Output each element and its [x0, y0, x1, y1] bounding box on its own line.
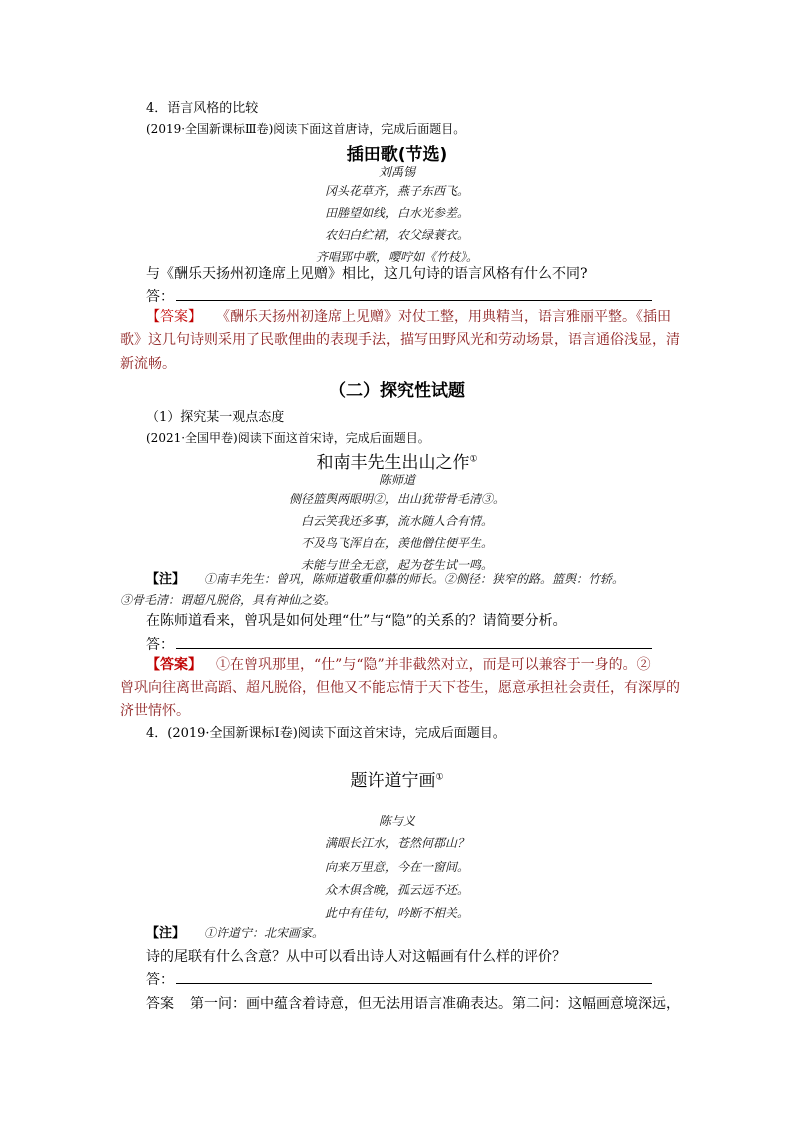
- q4a-key-line: 新流畅。: [120, 356, 176, 372]
- q4b-poem-line: 向来万里意，今在一窗间。: [324, 860, 469, 874]
- q4b-poem-line: 满眼长江水，苍然何郡山？: [324, 836, 469, 850]
- q4b-source: 4．(2019·全国新课标Ⅰ卷)阅读下面这首宋诗，完成后面题目。: [146, 726, 506, 741]
- section2-source: (2021·全国甲卷)阅读下面这首宋诗，完成后面题目。: [146, 431, 430, 445]
- q4a-author: 刘禹锡: [378, 165, 415, 179]
- section2-poem-line: 未能与世全无意，起为苍生试一鸣。: [300, 558, 493, 572]
- q4b-author: 陈与义: [378, 814, 415, 828]
- section2-sub: （1）探究某一观点态度: [146, 410, 285, 425]
- footnote-marker: ①: [469, 454, 478, 465]
- q4a-poem-title: 插田歌(节选): [346, 145, 448, 165]
- q4b-question: 诗的尾联有什么含意？从中可以看出诗人对这幅画有什么样的评价？: [146, 949, 566, 965]
- q4a-key-label: 【答案】: [146, 309, 202, 325]
- section2-poem-title: 和南丰先生出山之作①: [316, 453, 478, 473]
- q4b-poem-line: 众木俱含晚，孤云远不还。: [324, 883, 469, 897]
- section2-answer-line[interactable]: [176, 648, 652, 649]
- section2-question: 在陈师道看来，曾巩是如何处理“仕”与“隐”的关系的？请简要分析。: [146, 613, 567, 629]
- q4a-poem-line: 田塍望如线，白水光参差。: [324, 206, 469, 220]
- q4a-key-line: 歌》这几句诗则采用了民歌俚曲的表现手法，描写田野风光和劳动场景，语言通俗浅显，清: [120, 332, 680, 348]
- q4b-poem-line: 此中有佳句，吟断不相关。: [324, 906, 469, 920]
- q4b-note-label: 【注】: [146, 926, 186, 941]
- footnote-marker: ①: [435, 772, 444, 783]
- section2-heading: （二）探究性试题: [329, 381, 465, 401]
- q4b-note-text: ①许道宁：北宋画家。: [204, 926, 325, 940]
- section2-note-line: ①南丰先生：曾巩，陈师道敬重仰慕的师长。②侧径：狭窄的路。篮舆：竹轿。: [204, 572, 625, 586]
- q4a-source: (2019·全国新课标Ⅲ卷)阅读下面这首唐诗，完成后面题目。: [146, 122, 466, 136]
- section2-note-line: ③骨毛清：谓超凡脱俗，具有神仙之姿。: [120, 593, 337, 607]
- q4b-answer-label: 答：: [146, 972, 174, 988]
- section2-key-label: 【答案】: [146, 657, 202, 673]
- q4b-key-label: 答案: [146, 996, 174, 1012]
- q4a-answer-line[interactable]: [176, 300, 652, 301]
- section2-key-line: 济世情怀。: [120, 703, 190, 719]
- q4a-question: 与《酬乐天扬州初逢席上见赠》相比，这几句诗的语言风格有什么不同?: [146, 266, 588, 282]
- q4a-poem-line: 齐唱郢中歌，嘤咛如《竹枝》。: [315, 250, 478, 264]
- q4b-answer-line[interactable]: [176, 983, 652, 984]
- section2-poem-line: 侧径篮舆两眼明②，出山犹带骨毛清③。: [288, 492, 505, 506]
- section2-note-label: 【注】: [146, 572, 186, 587]
- q4b-poem-title: 题许道宁画①: [350, 771, 444, 791]
- section2-poem-line: 白云笑我还多事，流水随人合有情。: [300, 514, 493, 528]
- q4a-key-line: 《酬乐天扬州初逢席上见赠》对仗工整，用典精当，语言雅丽平整。《插田: [216, 309, 671, 325]
- section2-answer-label: 答：: [146, 637, 174, 653]
- section2-author: 陈师道: [378, 473, 415, 487]
- q4a-heading: 4．语言风格的比较: [146, 101, 259, 116]
- q4b-key-line: 第一问：画中蕴含着诗意，但无法用语言准确表达。第二问：这幅画意境深远，: [190, 996, 680, 1012]
- q4a-answer-label: 答：: [146, 289, 174, 305]
- section2-key-line: ①在曾巩那里，“仕”与“隐”并非截然对立，而是可以兼容于一身的。②: [216, 657, 651, 673]
- section2-key-line: 曾巩向往离世高蹈、超凡脱俗，但他又不能忘情于天下苍生，愿意承担社会责任，有深厚的: [120, 680, 680, 696]
- q4a-poem-line: 冈头花草齐，燕子东西飞。: [324, 184, 469, 198]
- q4a-poem-line: 农妇白纻裙，农父绿蓑衣。: [324, 228, 469, 242]
- section2-poem-line: 不及鸟飞浑自在，羡他僧住便平生。: [300, 536, 493, 550]
